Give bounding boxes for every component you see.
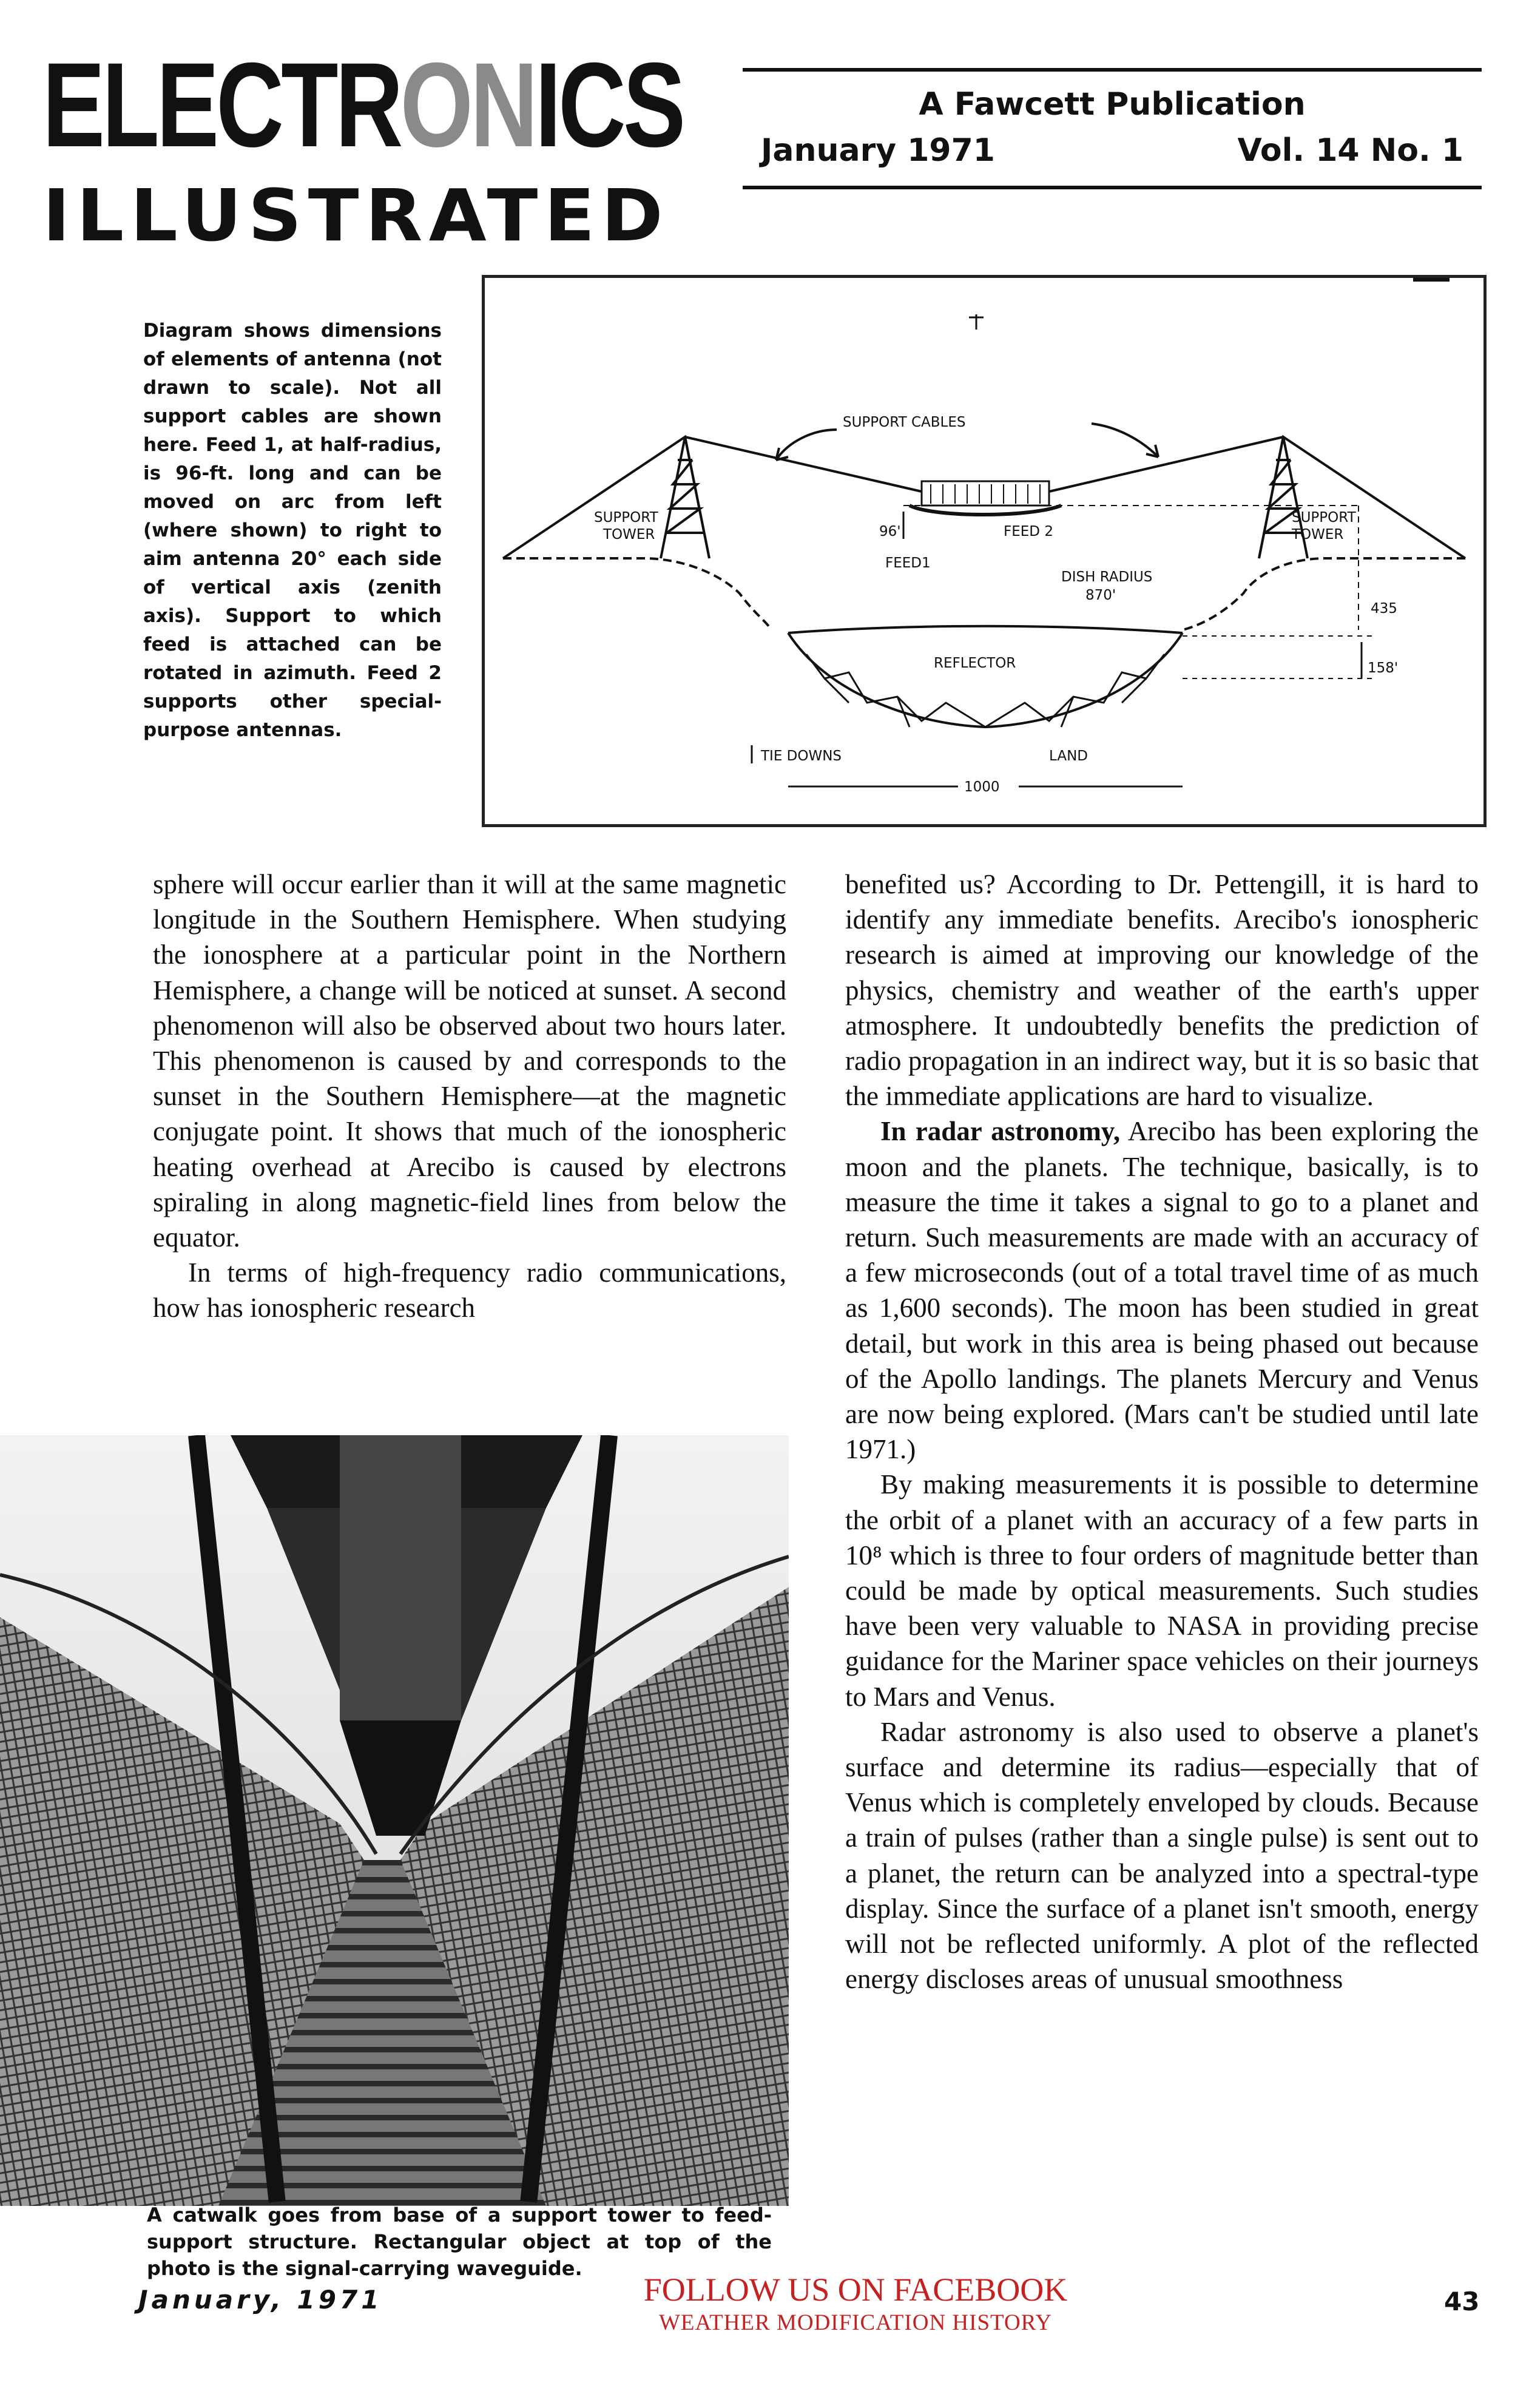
antenna-diagram (482, 275, 1487, 827)
right-paragraph-2-text: Arecibo has been exploring the moon and the planets. The technique, basically, is to measure the time it takes a signal to go to a planet and return. Such measurements are made with an accuracy of a few microseconds (out of a total travel time of as much as 1,600 seconds). The moon has been studied in great detail, but work in this area is being phased out because of the Apollo landings. The planets Mercury and Venus are now being explored. (Mars can't be studied until late 1971.) (845, 1116, 1479, 1465)
diagram-caption: Diagram shows dimensions of elements of antenna (not drawn to scale). Not all support cables are shown here. Feed 1, at half-radius, is 96-ft. long and can be moved on arc from left (where shown) to right to aim antenna 20° each side of vertical axis (zenith axis). Support to which feed is attached can be rotated in azimuth. Feed 2 supports other special-purpose antennas. (143, 320, 442, 741)
label-tie-downs: TIE DOWNS (761, 748, 842, 764)
label-feed2: FEED 2 (1004, 524, 1053, 539)
masthead-title (42, 38, 683, 172)
masthead-title-part2: ON (400, 38, 535, 172)
label-support-tower-left-1: SUPPORT (594, 510, 658, 526)
label-feed1: FEED1 (885, 555, 931, 571)
catwalk-photo-svg (0, 1435, 789, 2206)
footer-date: January, 1971 (138, 2285, 383, 2315)
masthead-subtitle: ILLUSTRATED (42, 174, 670, 257)
label-support-tower-left-2: TOWER (603, 527, 655, 543)
label-support-cables: SUPPORT CABLES (843, 414, 966, 430)
right-paragraph-2 (845, 1114, 1479, 1467)
label-96: 96' (879, 524, 901, 539)
publisher: A Fawcett Publication (919, 86, 1306, 123)
photo-caption: A catwalk goes from base of a support tower to feed-support structure. Rectangular object at top of the photo is the signal-carrying waveguide. (147, 2203, 772, 2280)
radar-astronomy-lead: In radar astronomy, (880, 1116, 1121, 1147)
page-number: 43 (1444, 2287, 1480, 2316)
label-support-tower-right-2: TOWER (1292, 527, 1344, 543)
facebook-banner-line1: FOLLOW US ON FACEBOOK (643, 2271, 1068, 2308)
label-158: 158' (1368, 660, 1399, 676)
antenna-diagram-svg (485, 278, 1483, 824)
left-paragraph-1: sphere will occur earlier than it will at the same magnetic longitude in the Southern Hemisphere. When studying the ionosphere at a particular point in the Northern Hemisphere, a change will be noticed at sunset. A second phenomenon will also be observed about two hours later. This phenomenon is caused by and corresponds to the sunset in the Southern Hemisphere—at the magnetic conjugate point. It shows that much of the ionospheric heating overhead at Arecibo is caused by electrons spiraling in along magnetic-field lines from below the equator. (153, 869, 786, 1253)
right-column (845, 867, 1479, 1997)
label-land: LAND (1049, 748, 1088, 764)
left-paragraph-2: In terms of high-frequency radio communications, how has ionospheric research (153, 1257, 786, 1324)
right-paragraph-1: benefited us? According to Dr. Pettengill, it is hard to identify any immediate benefits. Arecibo's ionospheric research is aimed at improving our knowledge of the physics, chemistry and weather of the earth's upper atmosphere. It undoubtedly benefits the prediction of radio propagation in an indirect way, but it is so basic that the immediate applications are hard to visualize. (845, 869, 1479, 1112)
label-435: 435 (1371, 601, 1397, 617)
label-dish-radius-value: 870' (1085, 587, 1116, 603)
label-1000: 1000 (964, 779, 1000, 795)
label-support-tower-right-1: SUPPORT (1292, 510, 1356, 526)
label-dish-radius: DISH RADIUS (1061, 569, 1153, 585)
catwalk-photo (0, 1435, 789, 2206)
masthead-title-part3: ICS (535, 38, 683, 172)
facebook-banner-line2: WEATHER MODIFICATION HISTORY (658, 2310, 1053, 2335)
issue-date: January 1971 (761, 132, 995, 169)
left-column (153, 867, 786, 1326)
masthead-title-part1: ELECTR (42, 38, 400, 172)
label-reflector: REFLECTOR (934, 655, 1016, 671)
right-paragraph-3: By making measurements it is possible to determine the orbit of a planet with an accuracy of a few parts in 10⁸ which is three to four orders of magnitude better than could be made by optical measurements. Such studies have been very valuable to NASA in providing precise guidance for the Mariner space vehicles on their journeys to Mars and Venus. (845, 1469, 1479, 1712)
right-paragraph-4: Radar astronomy is also used to observe a planet's surface and determine its radius—especially that of Venus which is completely enveloped by clouds. Because a train of pulses (rather than a single pulse) is sent out to a planet, the return can be analyzed into a spectral-type display. Since the surface of a planet isn't smooth, energy will not be reflected uniformly. A plot of the reflected energy discloses areas of unusual smoothness (845, 1716, 1479, 1995)
publication-box (743, 68, 1482, 189)
volume-number: Vol. 14 No. 1 (1237, 132, 1463, 169)
